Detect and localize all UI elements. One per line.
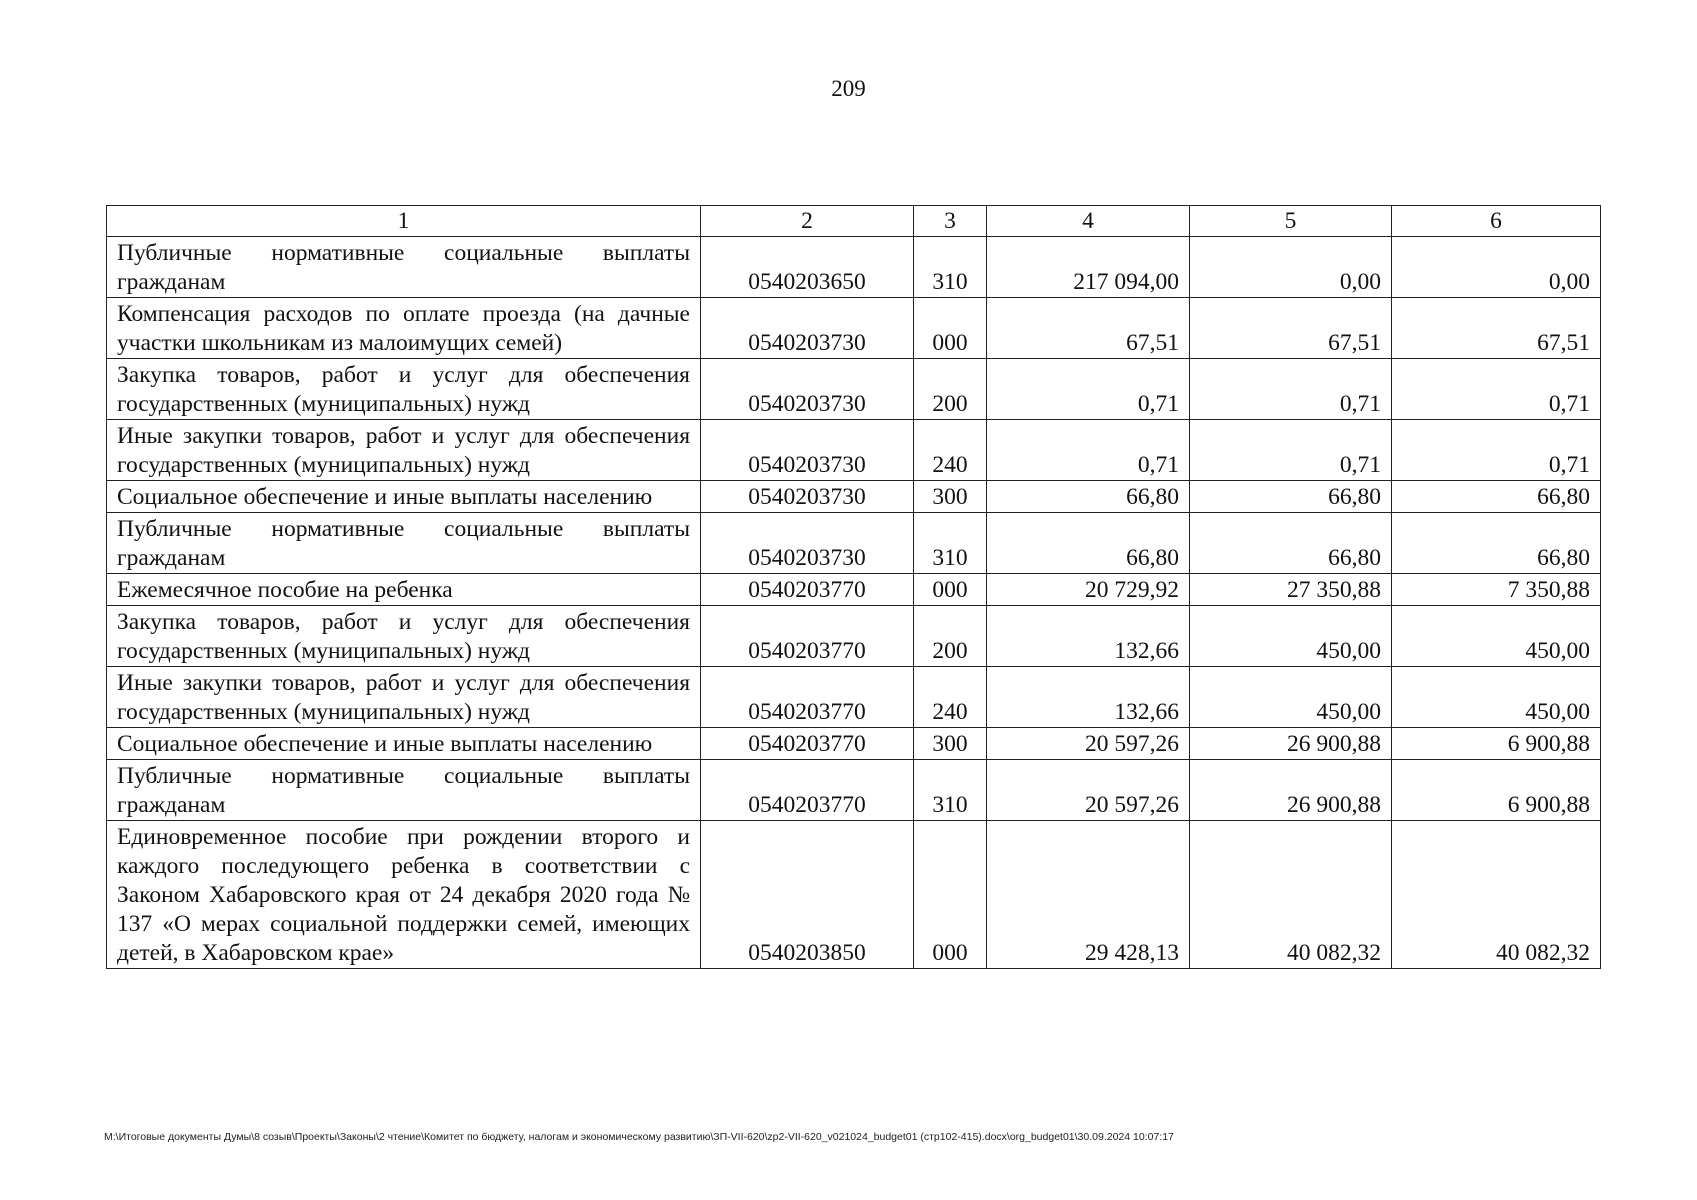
- row-code: 0540203850: [701, 821, 914, 969]
- row-description: Иные закупки товаров, работ и услуг для обеспечения государственных (муниципальных) нужд: [107, 667, 701, 728]
- row-description: Компенсация расходов по оплате проезда (на дачные участки школьникам из малоимущих семей): [107, 298, 701, 359]
- row-description: Ежемесячное пособие на ребенка: [107, 574, 701, 606]
- row-code: 0540203770: [701, 667, 914, 728]
- row-description: Закупка товаров, работ и услуг для обеспечения государственных (муниципальных) нужд: [107, 606, 701, 667]
- row-value-col4: 20 729,92: [987, 574, 1190, 606]
- header-col-5: 5: [1190, 206, 1392, 237]
- row-description: Социальное обеспечение и иные выплаты населению: [107, 481, 701, 513]
- row-value-col5: 450,00: [1190, 667, 1392, 728]
- row-code: 0540203730: [701, 298, 914, 359]
- budget-table: [106, 205, 1601, 969]
- row-value-col6: 66,80: [1392, 481, 1601, 513]
- row-value-col5: 450,00: [1190, 606, 1392, 667]
- row-value-col4: 217 094,00: [987, 237, 1190, 298]
- table-row: [107, 574, 1601, 606]
- row-value-col5: 27 350,88: [1190, 574, 1392, 606]
- header-col-2: 2: [701, 206, 914, 237]
- row-value-col4: 66,80: [987, 481, 1190, 513]
- row-value-col6: 450,00: [1392, 606, 1601, 667]
- row-code: 0540203770: [701, 606, 914, 667]
- row-value-col6: 0,71: [1392, 359, 1601, 420]
- row-value-col6: 67,51: [1392, 298, 1601, 359]
- table-row: [107, 606, 1601, 667]
- row-expense-type: 200: [914, 359, 987, 420]
- row-value-col5: 0,00: [1190, 237, 1392, 298]
- page-number: 209: [831, 76, 866, 101]
- row-expense-type: 000: [914, 574, 987, 606]
- row-description: Закупка товаров, работ и услуг для обеспечения государственных (муниципальных) нужд: [107, 359, 701, 420]
- row-code: 0540203730: [701, 481, 914, 513]
- row-value-col5: 40 082,32: [1190, 821, 1392, 969]
- table-row: [107, 513, 1601, 574]
- row-value-col6: 66,80: [1392, 513, 1601, 574]
- row-value-col4: 66,80: [987, 513, 1190, 574]
- row-expense-type: 000: [914, 298, 987, 359]
- row-code: 0540203730: [701, 513, 914, 574]
- header-col-1: 1: [107, 206, 701, 237]
- table-row: [107, 420, 1601, 481]
- row-value-col6: 6 900,88: [1392, 760, 1601, 821]
- row-value-col6: 6 900,88: [1392, 728, 1601, 760]
- row-value-col5: 66,80: [1190, 513, 1392, 574]
- row-expense-type: 000: [914, 821, 987, 969]
- table-row: [107, 237, 1601, 298]
- row-value-col6: 0,00: [1392, 237, 1601, 298]
- table-row: [107, 821, 1601, 969]
- row-value-col4: 132,66: [987, 606, 1190, 667]
- row-value-col4: 67,51: [987, 298, 1190, 359]
- row-value-col5: 0,71: [1190, 420, 1392, 481]
- table-row: [107, 298, 1601, 359]
- row-value-col5: 26 900,88: [1190, 760, 1392, 821]
- row-expense-type: 300: [914, 728, 987, 760]
- header-col-4: 4: [987, 206, 1190, 237]
- row-value-col5: 66,80: [1190, 481, 1392, 513]
- table-row: [107, 359, 1601, 420]
- row-value-col6: 7 350,88: [1392, 574, 1601, 606]
- row-description: Иные закупки товаров, работ и услуг для обеспечения государственных (муниципальных) нужд: [107, 420, 701, 481]
- row-code: 0540203730: [701, 359, 914, 420]
- row-value-col6: 0,71: [1392, 420, 1601, 481]
- header-col-3: 3: [914, 206, 987, 237]
- row-description: Публичные нормативные социальные выплаты гражданам: [107, 760, 701, 821]
- row-code: 0540203730: [701, 420, 914, 481]
- row-expense-type: 200: [914, 606, 987, 667]
- row-value-col4: 29 428,13: [987, 821, 1190, 969]
- row-value-col6: 450,00: [1392, 667, 1601, 728]
- row-description: Социальное обеспечение и иные выплаты населению: [107, 728, 701, 760]
- row-description: Единовременное пособие при рождении второго и каждого последующего ребенка в соответствии с Законом Хабаровского края от 24 декабря 2020 года № 137 «О мерах социальной поддержки семей, имеющих детей, в Хабаровском крае»: [107, 821, 701, 969]
- table-header-row: [107, 206, 1601, 237]
- row-code: 0540203770: [701, 760, 914, 821]
- row-expense-type: 310: [914, 513, 987, 574]
- row-expense-type: 300: [914, 481, 987, 513]
- row-value-col4: 20 597,26: [987, 760, 1190, 821]
- row-value-col4: 20 597,26: [987, 728, 1190, 760]
- row-value-col5: 67,51: [1190, 298, 1392, 359]
- row-code: 0540203650: [701, 237, 914, 298]
- row-value-col4: 0,71: [987, 359, 1190, 420]
- row-description: Публичные нормативные социальные выплаты гражданам: [107, 237, 701, 298]
- row-code: 0540203770: [701, 728, 914, 760]
- row-value-col4: 132,66: [987, 667, 1190, 728]
- file-path-footer: M:\Итоговые документы Думы\8 созыв\Проекты\Законы\2 чтение\Комитет по бюджету, налогам и экономическому развитию\ЗП-VII-620\zp2-VII-620_v021024_budget01 (стр102-415).docx\org_budget01\30.09.2024 10:07:17: [104, 1131, 1174, 1143]
- header-col-6: 6: [1392, 206, 1601, 237]
- table-row: [107, 728, 1601, 760]
- row-value-col5: 0,71: [1190, 359, 1392, 420]
- row-description: Публичные нормативные социальные выплаты гражданам: [107, 513, 701, 574]
- table-row: [107, 667, 1601, 728]
- row-value-col4: 0,71: [987, 420, 1190, 481]
- row-expense-type: 240: [914, 420, 987, 481]
- table-row: [107, 760, 1601, 821]
- table-row: [107, 481, 1601, 513]
- row-value-col6: 40 082,32: [1392, 821, 1601, 969]
- row-value-col5: 26 900,88: [1190, 728, 1392, 760]
- row-expense-type: 310: [914, 760, 987, 821]
- row-expense-type: 310: [914, 237, 987, 298]
- row-code: 0540203770: [701, 574, 914, 606]
- row-expense-type: 240: [914, 667, 987, 728]
